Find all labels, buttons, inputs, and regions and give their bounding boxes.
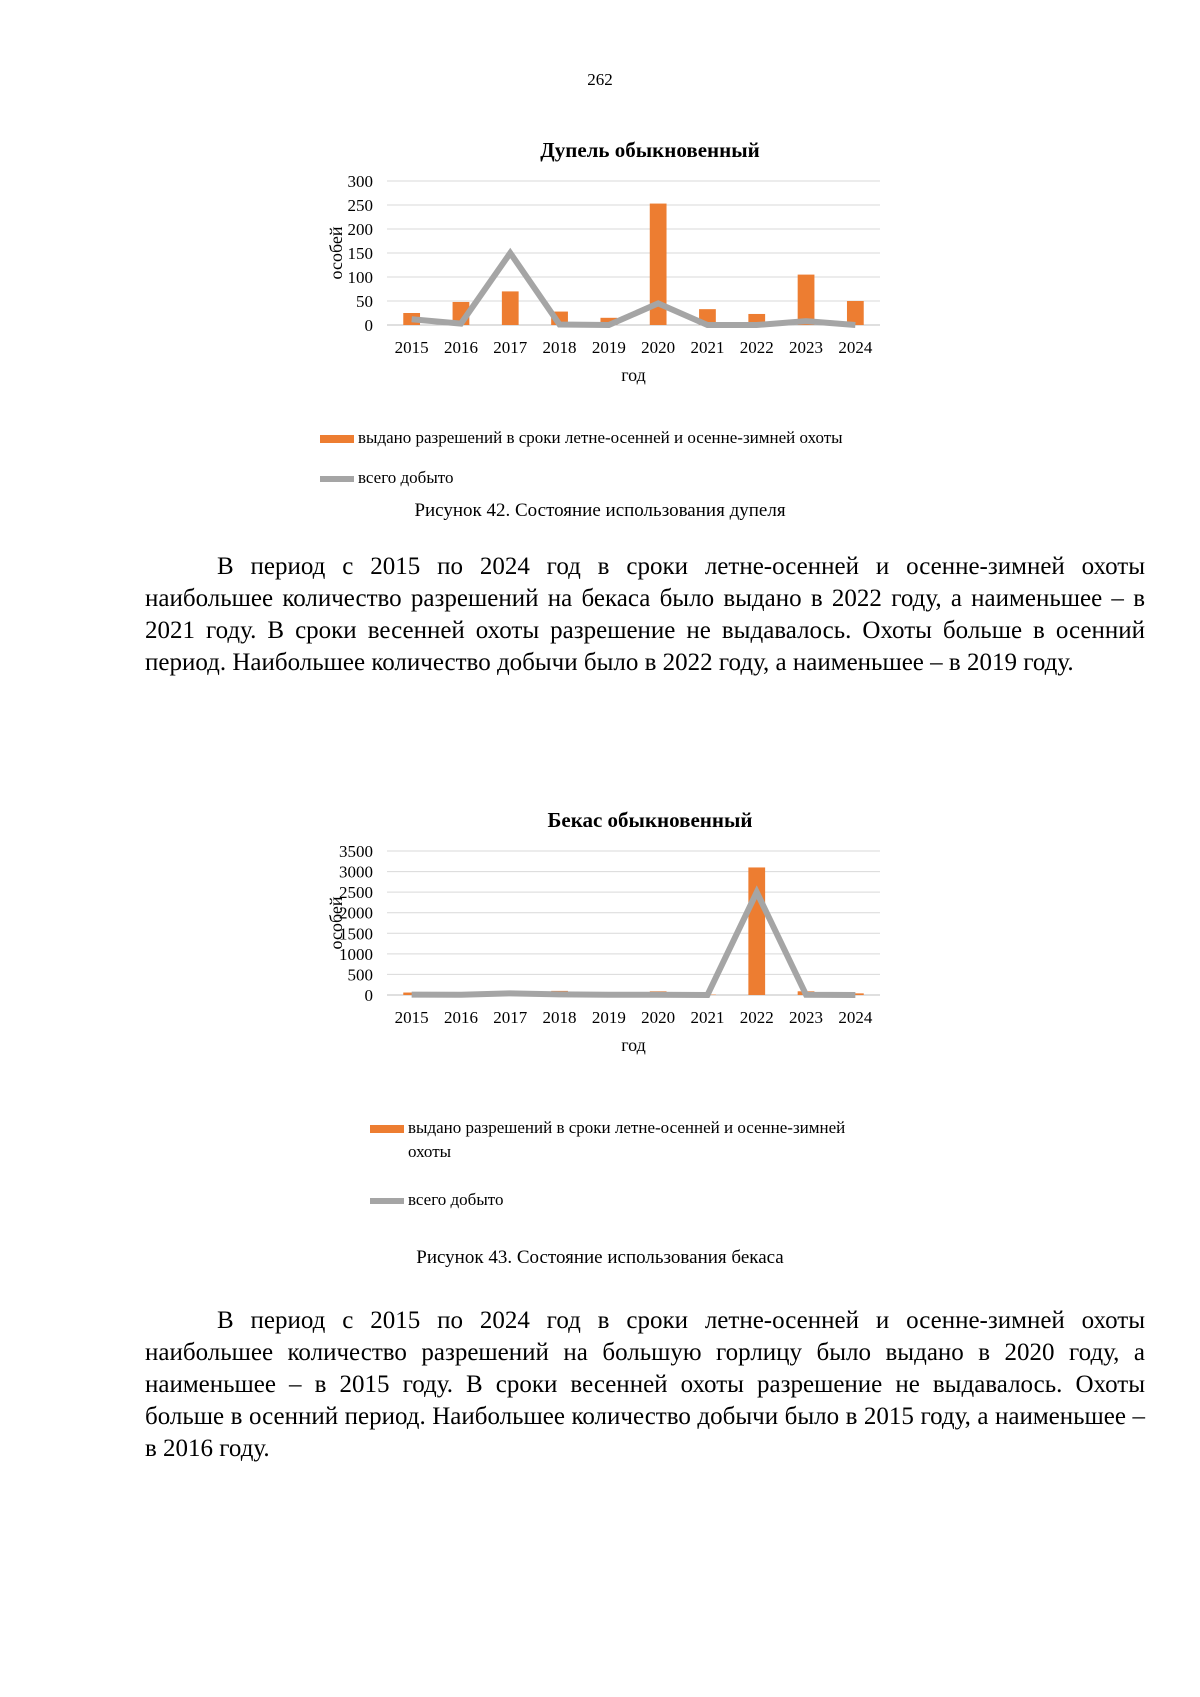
chart-dupel-block (326, 138, 970, 518)
chart-bekas-block (326, 808, 970, 1228)
x-tick-label: 2021 (690, 338, 725, 357)
legend-label: всего добыто (358, 468, 454, 487)
y-tick-label: 150 (347, 244, 373, 263)
chart-bekas (326, 833, 970, 1093)
legend-item-line (320, 466, 720, 490)
y-tick-label: 100 (347, 268, 373, 287)
y-tick-label: 1000 (339, 944, 373, 964)
legend-item-bars (370, 1116, 890, 1164)
legend-label: всего добыто (408, 1190, 504, 1209)
legend-label: выдано разрешений в сроки летне-осенней и осенне-зимней охоты (408, 1118, 846, 1161)
x-tick-label: 2024 (838, 1008, 873, 1027)
figure-caption: Рисунок 42. Состояние использования дупеля (414, 500, 786, 521)
x-tick-label: 2018 (542, 1008, 577, 1027)
chart-dupel (326, 163, 970, 423)
x-tick-label: 2020 (641, 1008, 676, 1027)
x-tick-label: 2022 (739, 1008, 774, 1027)
y-tick-label: 1500 (339, 924, 373, 944)
legend-item-line (370, 1188, 770, 1212)
page-number: 262 (587, 70, 613, 89)
legend-swatch-bar (320, 435, 354, 443)
figure-caption: Рисунок 43. Состояние использования бекаса (416, 1247, 784, 1268)
x-tick-label: 2019 (591, 1008, 626, 1027)
y-tick-label: 300 (347, 172, 373, 191)
x-tick-label: 2017 (493, 1008, 528, 1027)
legend-swatch-line (320, 476, 354, 482)
x-tick-label: 2015 (394, 1008, 429, 1027)
legend-swatch-bar (370, 1125, 404, 1133)
x-tick-label: 2018 (542, 338, 577, 357)
y-tick-label: 500 (347, 965, 373, 985)
x-tick-label: 2023 (789, 1008, 824, 1027)
y-tick-label: 3500 (339, 842, 373, 861)
y-axis-label: особей (326, 896, 346, 950)
series-line (412, 253, 856, 325)
y-tick-label: 2000 (339, 903, 373, 923)
body-paragraph: В период с 2015 по 2024 год в сроки летне-осенней и осенне-зимней охоты наибольшее количество разрешений на бекаса было выдано в 2022 году, а наименьшее – в 2021 году. В сроки весенней охоты разрешение не выдавалось. Охоты больше в осенний период. Наибольшее количество добычи было в 2022 году, а наименьшее – в 2019 году. (145, 553, 1145, 676)
y-tick-label: 2500 (339, 883, 373, 903)
bar (798, 275, 815, 325)
y-tick-label: 200 (347, 220, 373, 239)
x-tick-label: 2015 (394, 338, 429, 357)
x-tick-label: 2020 (641, 338, 676, 357)
x-tick-label: 2016 (443, 338, 478, 357)
x-tick-label: 2022 (739, 338, 774, 357)
x-axis-label: год (621, 1035, 646, 1055)
x-tick-label: 2024 (838, 338, 873, 357)
x-tick-label: 2016 (443, 1008, 478, 1027)
x-tick-label: 2023 (789, 338, 824, 357)
chart-title: Бекас обыкновенный (547, 808, 753, 832)
x-tick-label: 2019 (591, 338, 626, 357)
bar (847, 301, 864, 325)
x-tick-label: 2017 (493, 338, 528, 357)
series-line (412, 892, 856, 995)
legend-item-bars (320, 426, 960, 450)
y-tick-label: 0 (364, 316, 373, 335)
legend-label: выдано разрешений в сроки летне-осенней и осенне-зимней охоты (358, 428, 843, 447)
chart-title: Дупель обыкновенный (540, 138, 760, 162)
body-paragraph: В период с 2015 по 2024 год в сроки летне-осенней и осенне-зимней охоты наибольшее количество разрешений на большую горлицу было выдано в 2020 году, а наименьшее – в 2015 году. В сроки весенней охоты разрешение не выдавалось. Охоты больше в осенний период. Наибольшее количество добычи было в 2015 году, а наименьшее – в 2016 году. (145, 1307, 1145, 1462)
x-tick-label: 2021 (690, 1008, 725, 1027)
y-tick-label: 250 (347, 196, 373, 215)
legend-swatch-line (370, 1198, 404, 1204)
y-tick-label: 0 (364, 986, 373, 1005)
y-tick-label: 3000 (339, 862, 373, 882)
y-tick-label: 50 (356, 292, 373, 311)
bar (502, 291, 519, 325)
y-axis-label: особей (326, 226, 346, 280)
x-axis-label: год (621, 365, 646, 385)
